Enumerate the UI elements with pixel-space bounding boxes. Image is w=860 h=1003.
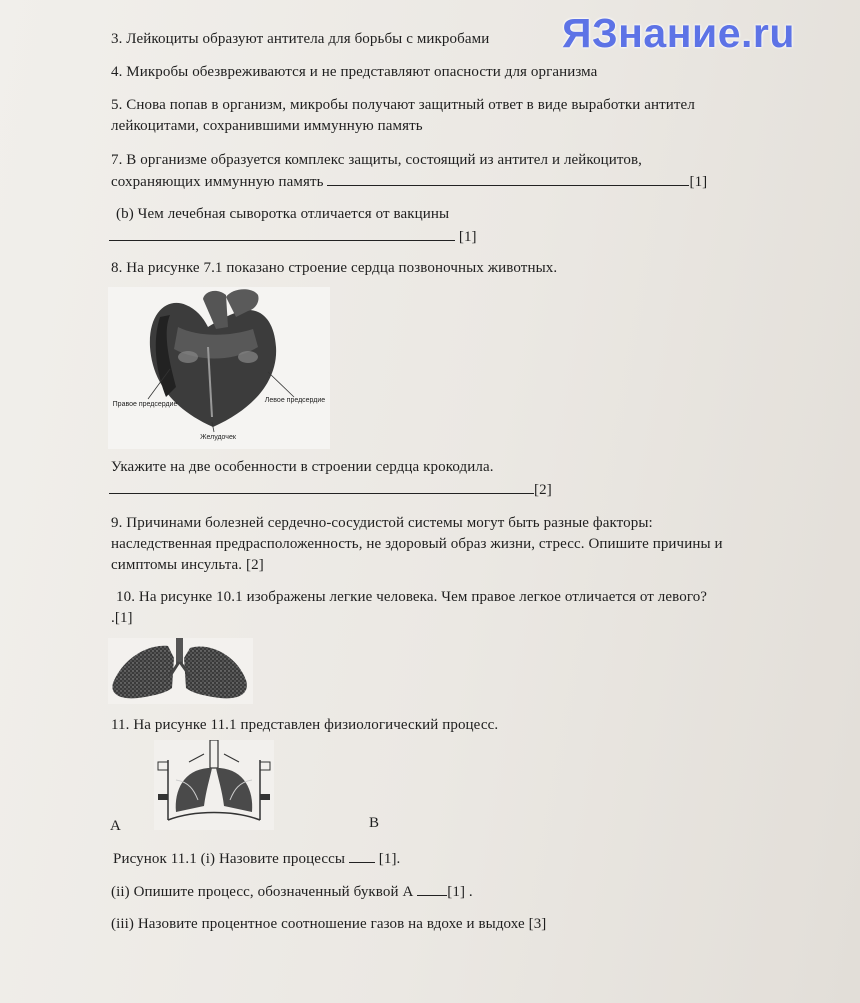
heart-diagram-image (108, 287, 330, 449)
question-11-ii-mark: [1] . (447, 884, 473, 900)
breathing-process-image (154, 740, 274, 830)
label-left-atrium: Левое предсердие (264, 397, 326, 404)
answer-line-8[interactable] (109, 479, 534, 494)
lungs-image (108, 638, 253, 704)
heart-figure (108, 287, 330, 449)
question-11-i (113, 848, 400, 869)
lungs-figure (108, 638, 253, 704)
label-right-atrium: Правое предсердие (112, 401, 178, 408)
figure-label-b: В (369, 815, 380, 831)
question-11-i-mark: [1]. (378, 851, 401, 867)
question-b: (b) Чем лечебная сыворотка отличается от вакцины (116, 206, 450, 222)
question-10-line1: 10. На рисунке 10.1 изображены легкие человека. Чем правое легкое отличается от левого? (116, 589, 708, 605)
question-8-mark: [2] (534, 482, 552, 498)
question-10-line2: .[1] (111, 610, 133, 626)
answer-line-b[interactable] (109, 226, 455, 241)
question-11-iii: (iii) Назовите процентное соотношение газов на вдохе и выдохе [3] (111, 916, 547, 932)
question-9-line2: наследственная предрасположенность, не здоровый образ жизни, стресс. Опишите причины и (111, 536, 723, 552)
question-11-ii-text: (ii) Опишите процесс, обозначенный буквой А (111, 884, 414, 900)
item-7-line2 (111, 171, 707, 192)
question-8-task: Укажите на две особенности в строении сердца крокодила. (111, 459, 494, 475)
site-watermark: ЯЗнание.ru (562, 10, 795, 56)
answer-line-11-ii[interactable] (417, 881, 447, 896)
item-5-line1: 5. Снова попав в организм, микробы получают защитный ответ в виде выработки антител (111, 97, 695, 113)
question-b-mark: [1] (458, 229, 477, 245)
answer-line-11-i[interactable] (349, 848, 375, 863)
question-9-line3: симптомы инсульта. [2] (111, 557, 264, 573)
question-8: 8. На рисунке 7.1 показано строение сердца позвоночных животных. (111, 260, 558, 276)
figure-label-a: А (110, 818, 121, 834)
label-ventricle: Желудочек (200, 434, 236, 441)
question-8-answer (109, 479, 552, 500)
breathing-figure (154, 740, 274, 830)
item-3: 3. Лейкоциты образуют антитела для борьбы с микробами (111, 31, 490, 47)
question-11-i-text: Рисунок 11.1 (i) Назовите процессы (113, 851, 346, 867)
item-5-line2: лейкоцитами, сохранившими иммунную память (111, 118, 423, 134)
item-7-text: сохраняющих иммунную память (111, 174, 324, 190)
item-7-line1: 7. В организме образуется комплекс защиты, состоящий из антител и лейкоцитов, (111, 152, 643, 168)
question-11: 11. На рисунке 11.1 представлен физиологический процесс. (111, 717, 499, 733)
item-7-mark: [1] (689, 174, 708, 190)
question-9-line1: 9. Причинами болезней сердечно-сосудистой системы могут быть разные факторы: (111, 515, 653, 531)
item-4: 4. Микробы обезвреживаются и не представляют опасности для организма (111, 64, 598, 80)
question-b-answer (109, 226, 477, 247)
question-11-ii (111, 881, 473, 902)
answer-line-7[interactable] (327, 171, 689, 186)
